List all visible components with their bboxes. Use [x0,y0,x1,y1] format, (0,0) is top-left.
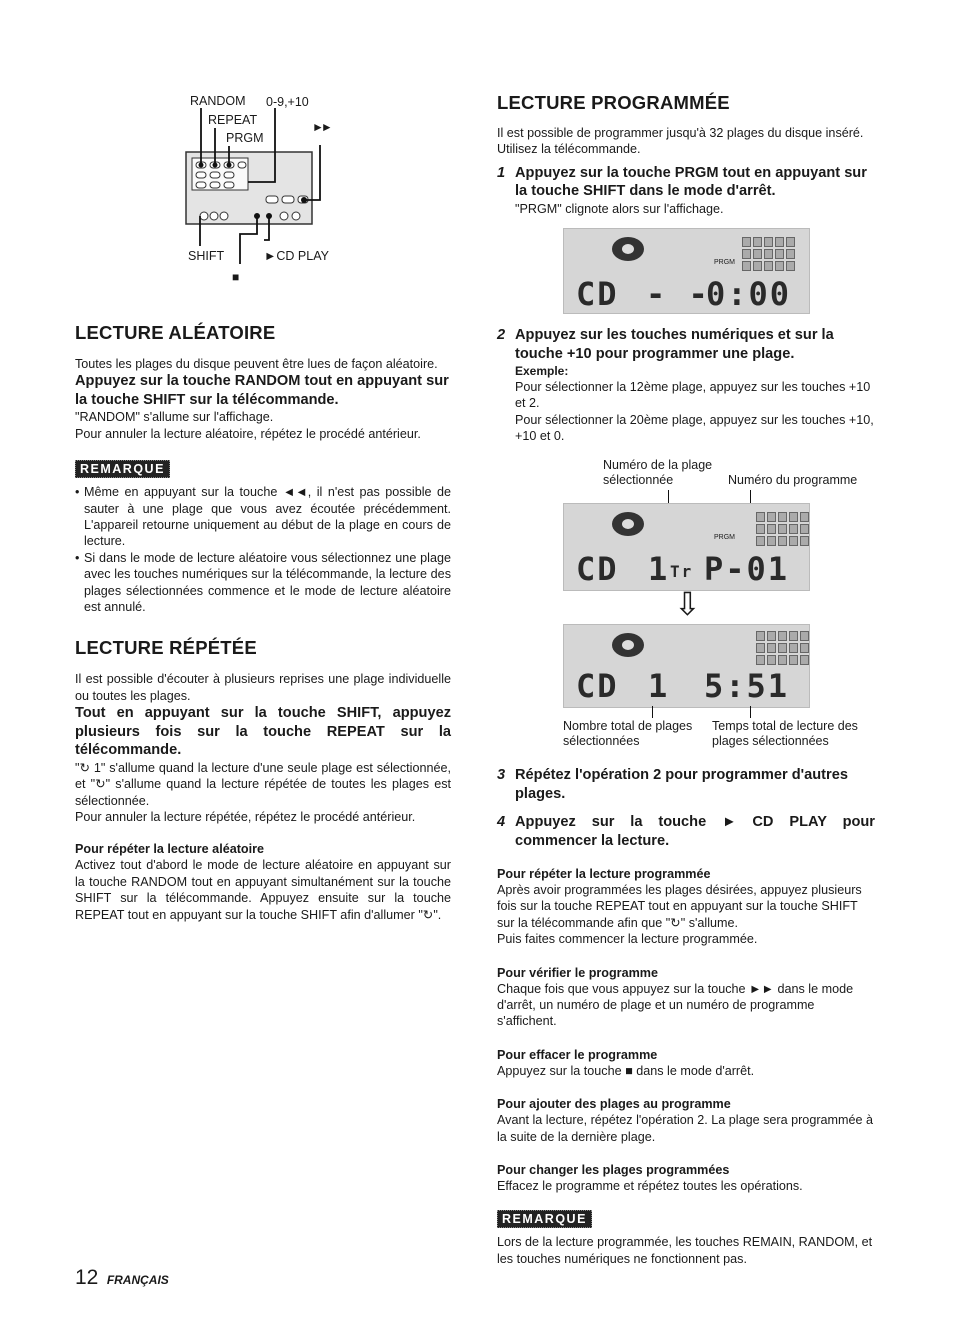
display-2-program: P-01 [704,550,790,588]
s1-title: Pour répéter la lecture programmée [497,867,711,881]
ff-icon: ►► [312,120,330,134]
label-total-tracks: Nombre total de plages sélectionnées [563,719,693,748]
pointer-line [652,706,653,718]
disc-icon [612,237,644,261]
remote-illustration [180,90,350,290]
repeat-label: REPEAT [208,113,258,127]
prgm-label: PRGM [226,131,264,145]
program-intro1: Il est possible de programmer jusqu'à 32 plages du disque inséré. [497,126,864,140]
footer [75,1266,169,1290]
remarque-bullet-1: • Même en appuyant sur la touche ◄◄, il n'est pas possible de sauter à une plage que vous avez écoutée précédemment. L'appareil retourne uniquement au début de la plage en cours de lecture. [75,484,451,550]
right-column-2 [497,326,875,445]
display-2-prgm: PRGM [714,534,735,541]
display-stopped [563,228,810,314]
step-4 [497,813,875,850]
s5-text: Effacez le programme et répétez toutes les opérations. [497,1179,803,1194]
repeat-desc1: "↻ 1" s'allume quand la lecture d'une seule plage est sélectionnée, et "↻" s'allume quand la lecture répétée de toutes les plages est sélectionnée. [75,760,451,808]
display-1-cd: CD [576,275,619,313]
left-column [75,322,451,923]
random-note2: Pour annuler la lecture aléatoire, répétez le procédé antérieur. [75,426,421,441]
display-2-cd: CD [576,550,619,588]
random-intro: Toutes les plages du disque peuvent être lues de façon aléatoire. [75,357,438,371]
exemple-1: Pour sélectionner la 12ème plage, appuyez sur les touches +10 et 2. [515,380,871,411]
display-2-tr: Tr [670,562,694,581]
remarque-text-2: Lors de la lecture programmée, les touches REMAIN, RANDOM, et les touches numériques ne fonctionnent pas. [497,1235,873,1266]
right-column-3 [497,766,875,1267]
step-2 [497,326,875,363]
step-1 [497,164,875,201]
down-arrow-icon: ⇩ [674,586,701,622]
label-track-selected: Numéro de la plage sélectionnée [603,458,713,487]
repeat-intro: Il est possible d'écouter à plusieurs reprises une plage individuelle ou toutes les plages. [75,672,451,703]
step-1-text: Appuyez sur la touche PRGM tout en appuyant sur la touche SHIFT dans le mode d'arrêt. [515,164,867,200]
s1-text2: Puis faites commencer la lecture programmée. [497,932,758,947]
track-grid [742,237,795,271]
repeat-random-text: Activez tout d'abord le mode de lecture aléatoire en appuyant sur la touche RANDOM tout en appuyant simultanément sur la touche SHIFT sur la télécommande. Appuyez ensuite sur la touche REPEAT tout en appuyant sur la touche SHIFT afin d'allumer "↻". [75,858,451,922]
stop-icon: ■ [232,270,240,284]
step-3-text: Répétez l'opération 2 pour programmer d'autres plages. [515,767,848,802]
right-column [497,92,875,217]
display-3-count: 1 [648,667,670,705]
program-title: LECTURE PROGRAMMÉE [497,92,730,113]
repeat-desc2: Pour annuler la lecture répétée, répétez le procédé antérieur. [75,810,416,824]
s2-title: Pour vérifier le programme [497,965,658,980]
remarque-bullet-2: • Si dans le mode de lecture aléatoire vous sélectionnez une plage avec les touches numériques sur la télécommande, la lecture des plages sélectionnées commence et le mode de lecture aléatoire est annulé. [75,550,451,616]
disc-icon [612,633,644,657]
disc-icon [612,512,644,536]
cd-play-label: ►CD PLAY [264,249,329,263]
step-4-text: Appuyez sur la touche ► CD PLAY pour commencer la lecture. [515,814,875,849]
remarque-badge-2: REMARQUE [497,1210,592,1228]
step-4-num: 4 [497,814,506,830]
random-instruction: Appuyez sur la touche RANDOM tout en appuyant sur la touche SHIFT sur la télécommande. [75,373,449,408]
repeat-title: LECTURE RÉPÉTÉE [75,637,257,659]
step-1-note: "PRGM" clignote alors sur l'affichage. [515,201,724,216]
remarque-block [75,460,451,615]
repeat-instruction: Tout en appuyant sur la touche SHIFT, appuyez plusieurs fois sur la touche REPEAT sur la télécommande. [75,705,451,759]
s1-text: Après avoir programmées les plages désirées, appuyez plusieurs fois sur la touche REPEAT tout en appuyant sur la touche SHIFT sur la télécommande afin que "↻" s'allume. [497,883,862,930]
remarque-block-2 [497,1210,875,1267]
language-label: FRANÇAIS [106,1273,169,1287]
s2-text: Chaque fois que vous appuyez sur la touche ►► dans le mode d'arrêt, un numéro de plage et un numéro de programme s'affichent. [497,981,854,1029]
display-program-total [563,624,810,708]
step-2-text: Appuyez sur les touches numériques et sur la touche +10 pour programmer une plage. [515,327,834,362]
step-3-num: 3 [497,767,506,783]
track-grid [756,631,809,665]
s5-title: Pour changer les plages programmées [497,1163,730,1178]
random-title: LECTURE ALÉATOIRE [75,322,276,343]
track-grid [756,512,809,546]
shift-label: SHIFT [188,249,225,263]
display-1-time: 0:00 [706,275,792,313]
display-3-time: 5:51 [704,667,790,705]
random-label: RANDOM [190,94,246,108]
display-3-cd: CD [576,667,619,705]
exemple-2: Pour sélectionner la 20ème plage, appuyez sur les touches +10, +10 et 0. [515,412,874,444]
s3-title: Pour effacer le programme [497,1047,658,1062]
step-1-num: 1 [497,164,506,181]
step-3 [497,766,875,803]
display-1-prgm: PRGM [714,259,735,266]
label-program-number: Numéro du programme [728,473,858,487]
display-1-dashes: - - [646,275,710,313]
label-total-time: Temps total de lecture des plages sélectionnées [712,719,858,748]
s4-title: Pour ajouter des plages au programme [497,1097,731,1112]
s3-text: Appuyez sur la touche ■ dans le mode d'arrêt. [497,1063,755,1078]
exemple-label: Exemple: [515,364,569,378]
random-note1: "RANDOM" s'allume sur l'affichage. [75,410,274,425]
s4-text: Avant la lecture, répétez l'opération 2. La plage sera programmée à la suite de la dernière plage. [497,1113,874,1144]
program-intro2: Utilisez la télécommande. [497,142,641,157]
repeat-random-title: Pour répéter la lecture aléatoire [75,842,264,857]
display-program-entry [563,503,810,591]
pointer-line [750,706,751,718]
keys-label: 0-9,+10 [266,95,309,109]
display-2-track: 1 [648,550,670,588]
exemple-block [497,363,875,445]
remarque-badge: REMARQUE [75,460,170,478]
page-number: 12 [75,1266,99,1289]
step-2-num: 2 [497,327,506,343]
